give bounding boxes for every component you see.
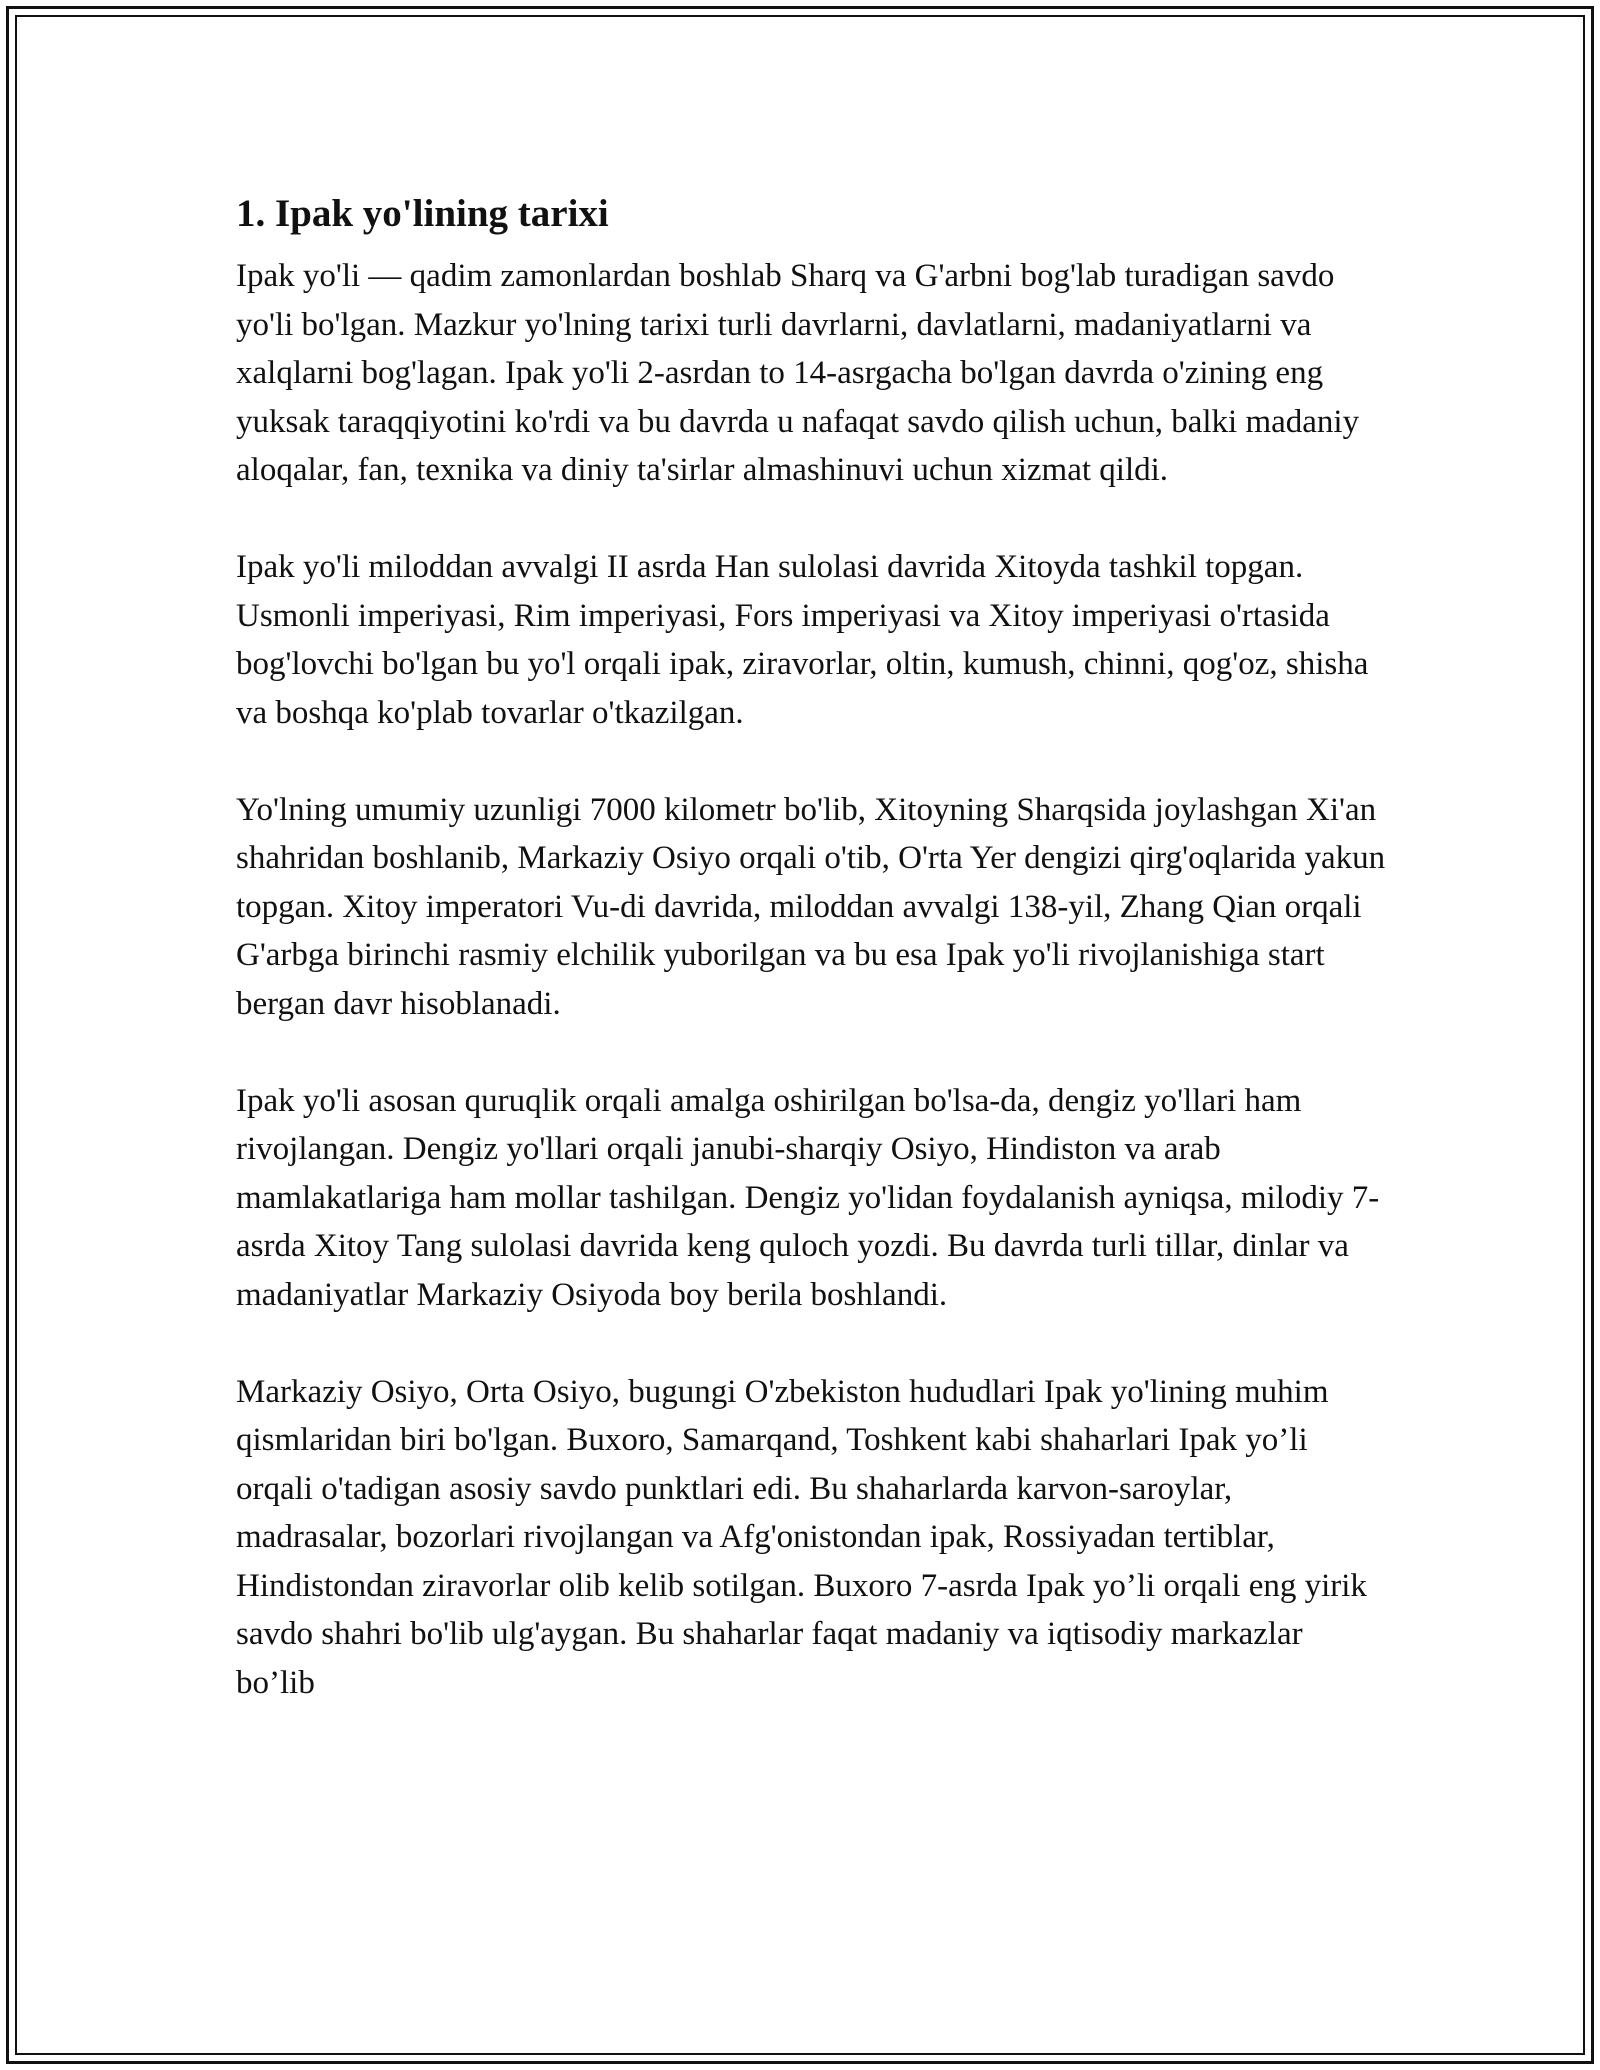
paragraph-5: Markaziy Osiyo, Orta Osiyo, bugungi O'zbekiston hududlari Ipak yo'lining muhim qismlaridan biri bo'lgan. Buxoro, Samarqand, Toshkent kabi shaharlari Ipak yo’li orqali o'tadigan asosiy savdo punktlari edi. Bu shaharlarda karvon-saroylar, madrasalar, bozorlari rivojlangan va Afg'onistondan ipak, Rossiyadan tertiblar, Hindistondan ziravorlar olib kelib sotilgan. Buxoro 7-asrda Ipak yo’li orqali eng yirik savdo shahri bo'lib ulg'aygan. Bu shaharlar faqat madaniy va iqtisodiy markazlar bo’lib [236,1373,1367,1701]
paragraph-2: Ipak yo'li miloddan avvalgi II asrda Han sulolasi davrida Xitoyda tashkil topgan. Usmonli imperiyasi, Rim imperiyasi, Fors imperiyasi va Xitoy imperiyasi o'rtasida bog'lovchi bo'lgan bu yo'l orqali ipak, ziravorlar, oltin, kumush, chinni, qog'oz, shisha va boshqa ko'plab tovarlar o'tkazilgan. [236,549,1369,731]
paragraph-4: Ipak yo'li asosan quruqlik orqali amalga oshirilgan bo'lsa-da, dengiz yo'llari ham rivojlangan. Dengiz yo'llari orqali janubi-sharqiy Osiyo, Hindiston va arab mamlakatlariga ham mollar tashilgan. Dengiz yo'lidan foydalanish ayniqsa, milodiy 7-asrda Xitoy Tang sulolasi davrida keng quloch yozdi. Bu davrda turli tillar, dinlar va madaniyatlar Markaziy Osiyoda boy berila boshlandi. [236,1082,1380,1313]
paragraph-1: Ipak yo'li — qadim zamonlardan boshlab Sharq va G'arbni bog'lab turadigan savdo yo'li bo'lgan. Mazkur yo'lning tarixi turli davrlarni, davlatlarni, madaniyatlarni va xalqlarni bog'lagan. Ipak yo'li 2-asrdan to 14-asrgacha bo'lgan davrda o'zining eng yuksak taraqqiyotini ko'rdi va bu davrda u nafaqat savdo qilish uchun, balki madaniy aloqalar, fan, texnika va diniy ta'sirlar almashinuvi uchun xizmat qildi. [236,258,1360,488]
section-heading: 1. Ipak yo'lining tarixi [236,192,609,235]
document-body [236,184,1386,1707]
paragraph-3: Yo'lning umumiy uzunligi 7000 kilometr bo'lib, Xitoyning Sharqsida joylashgan Xi'an shahridan boshlanib, Markaziy Osiyo orqali o'tib, O'rta Yer dengizi qirg'oqlarida yakun topgan. Xitoy imperatori Vu-di davrida, miloddan avvalgi 138-yil, Zhang Qian orqali G'arbga birinchi rasmiy elchilik yuborilgan va bu esa Ipak yo'li rivojlanishiga start bergan davr hisoblanadi. [236,791,1386,1022]
